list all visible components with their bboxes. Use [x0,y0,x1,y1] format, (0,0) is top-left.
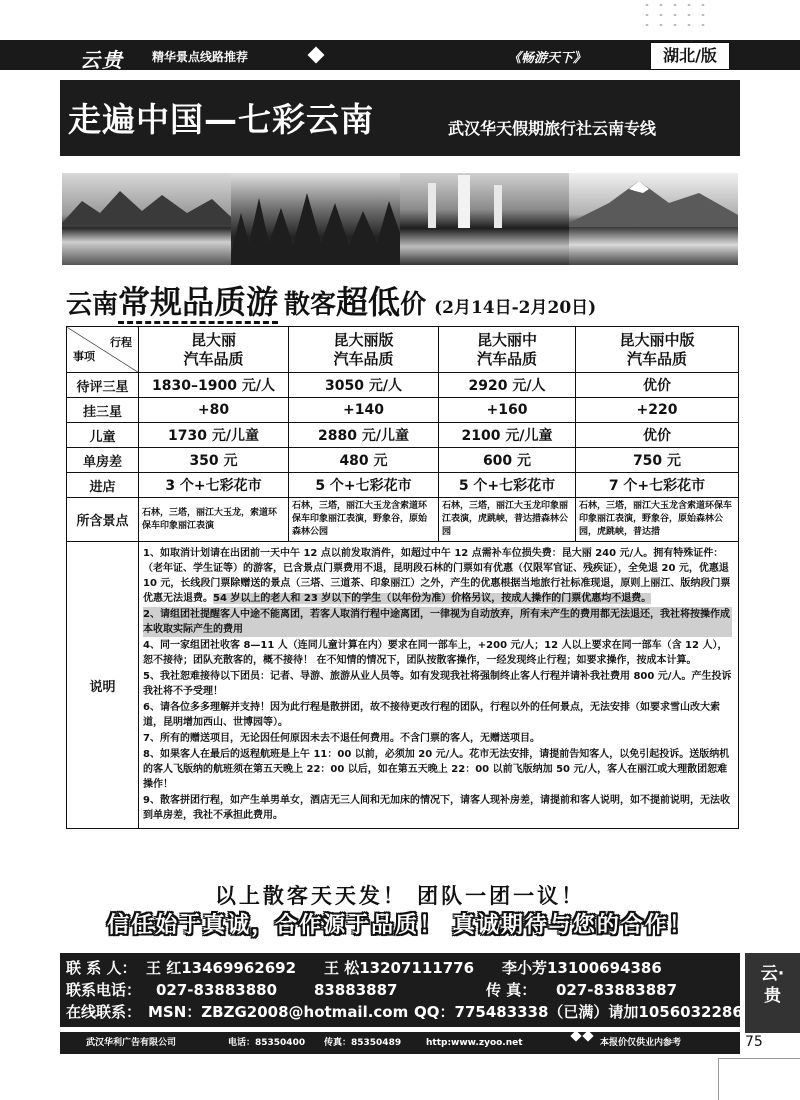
table-cell: 7 个+七彩花市 [576,473,739,498]
table-cell: 3 个+七彩花市 [139,473,289,498]
column-class: 汽车品质 [476,349,537,368]
table-cell: +140 [289,398,439,423]
contact-fax: 027-83883887 [556,981,678,999]
column-header [139,327,289,373]
corner-item-label: 事项 [73,350,95,363]
footer-tel: 电话：85350400 [228,1038,306,1048]
note-item: 4、同一家组团社收客 8—11 人（连同儿童计算在内）要求在同一部车上，+200 元/人；12 人以上要求在同一部车（含 12 人），恕不接待；团队充散客的，概不接待！ 在不知情的情况下，团队按散客操作，一经发现终止行程；如要求操作，按成本计算。 [143,640,728,666]
column-class: 汽车品质 [333,349,394,368]
table-cell: 480 元 [289,448,439,473]
note-item [143,546,732,606]
decorative-dots [640,0,710,34]
footer-note: 本报价仅供业内参考 [600,1038,682,1048]
notes-row [67,542,739,829]
corner-cell [67,327,139,373]
brand-logo: 云贵 [80,48,124,72]
promo-region: 云南 [66,290,119,320]
agency-name: 武汉华天假期旅行社云南专线 [448,119,657,138]
contact-phone: 027-83883880 [156,981,278,999]
contact-fax-label: 传 真： [486,981,537,999]
footer-company: 武汉华利广告有限公司 [86,1038,177,1048]
table-cell: 优价 [576,423,739,448]
column-header [576,327,739,373]
table-cell: +80 [139,398,289,423]
table-row [67,373,739,398]
footer-fax: 传真：85350489 [324,1038,402,1048]
spots-row [67,498,739,542]
table-header-row [67,327,739,373]
table-cell: 2880 元/儿童 [289,423,439,448]
edition-badge: 湖北/版 [650,42,730,70]
row-label: 进店 [67,473,139,498]
diamond-icon [308,47,325,64]
contact-person: 王 松13207111776 [324,959,475,977]
contact-msn: MSN：ZBZG2008@hotmail.com [148,1003,409,1021]
promo-dates: (2月14日-2月20日) [434,298,597,318]
promo-headline [66,277,746,321]
column-header [289,327,439,373]
table-cell: 5 个+七彩花市 [439,473,576,498]
corner-divider [718,1058,800,1059]
row-label: 说明 [67,542,139,829]
table-cell: 1730 元/儿童 [139,423,289,448]
footer-bar [60,1032,740,1054]
contact-online-label: 在线联系： [66,1003,142,1021]
note-item: 9、散客拼团行程，如产生单男单女，酒店无三人间和无加床的情况下，请客人现补房差，请提前和客人说明，如不提前说明，无法收到单房差，我社不承担此费用。 [143,795,730,821]
table-row [67,423,739,448]
column-class: 汽车品质 [183,349,244,368]
header-bar [0,40,800,70]
price-table [66,326,739,829]
contact-person: 王 红13469962692 [146,959,297,977]
promo-audience: 散客 [284,290,337,320]
contact-block [60,953,743,1027]
column-route: 昆大丽 [190,330,236,349]
row-label: 挂三星 [67,398,139,423]
note-highlight: 54 岁以上的老人和 23 岁以下的学生（以年份为准）价格另议，按成人操作的门票优惠均不退费。 [213,593,652,604]
mountain-lake-photo [62,173,231,265]
photo-strip [62,173,738,265]
column-class: 汽车品质 [626,349,687,368]
table-cell: 350 元 [139,448,289,473]
spots-cell: 石林，三塔，丽江大玉龙含索道环保车印象丽江表演，野象谷，原始森林公园 [289,498,439,542]
column-route: 昆大丽中版 [619,330,695,349]
table-row [67,448,739,473]
table-cell: 优价 [576,373,739,398]
table-cell: 600 元 [439,448,576,473]
column-route: 昆大丽中 [476,330,537,349]
contact-phone: 83883887 [314,981,398,999]
column-route: 昆大丽版 [333,330,394,349]
table-cell: +160 [439,398,576,423]
three-pagodas-photo [400,173,569,265]
header-subtitle: 精华景点线路推荐 [152,50,249,64]
contact-people-label: 联 系 人： [66,959,137,977]
note-item: 5、我社恕难接待以下团员：记者、导游、旅游从业人员等。如有发现我社将强制终止客人行程并请补我社费用 800 元/人。产生投诉我社将不予受理！ [143,671,732,697]
column-header [439,327,576,373]
promo-low: 超低 [336,283,401,321]
spots-cell: 石林，三塔，丽江大玉龙含索道环保车印象丽江表演，野象谷，原始森林公园，虎跳峡，普达措 [576,498,739,542]
table-cell: +220 [576,398,739,423]
table-cell: 1830–1900 元/人 [139,373,289,398]
promo-tour-type: 常规品质游 [118,283,278,324]
note-item: 6、请各位多多理解并支持！因为此行程是散拼团，故不接待更改行程的团队，行程以外的任何景点，无法安排（如要求雪山改大索道，昆明增加西山、世博园等）。 [143,702,720,728]
table-row [67,473,739,498]
diamond-icon [570,1030,581,1041]
snow-mountain-photo [569,173,738,265]
table-row [67,398,739,423]
note-item: 7、所有的赠送项目，无论因任何原因未去不退任何费用。不含门票的客人，无赠送项目。 [143,733,540,744]
footer-website: http:www.zyoo.net [426,1038,523,1048]
contact-person: 李小芳13100694386 [502,959,662,977]
corner-itinerary-label: 行程 [110,336,132,349]
diamond-icon [582,1030,593,1041]
note-text: 1、如取消计划请在出团前一天中午 12 点以前发取消件，如超过中午 12 点需补车位损失费：昆大丽 240 元/人。拥有特殊证件：（老年证、学生证等）的游客，已含景点门票费用不退，昆明段石林的门票如有优惠（仅限军官证、残疾证），全免退 20 元，优惠退 10 元，长线段门票除赠送的景点（三塔、三道茶、印象丽江）之外，产生的优惠根据当地旅行社标准现退，原则上丽江、版纳段门票优惠无法退费。 [143,548,731,604]
contact-phone-label: 联系电话： [66,981,142,999]
stone-forest-photo [231,173,400,265]
table-cell: 2100 元/儿童 [439,423,576,448]
spots-cell: 石林，三塔，丽江大玉龙印象丽江表演，虎跳峡，普达措森林公园 [439,498,576,542]
row-label: 待评三星 [67,373,139,398]
row-label: 单房差 [67,448,139,473]
corner-divider [718,1058,719,1100]
region-side-badge [745,953,800,1033]
table-cell: 2920 元/人 [439,373,576,398]
page-title: 走遍中国—七彩云南 [68,100,374,139]
note-item: 2、请组团社提醒客人中途不能离团，若客人取消行程中途离团，一律视为自动放弃，所有未产生的费用都无法退还，我社将按操作成本收取实际产生的费用 [143,607,732,637]
table-cell: 750 元 [576,448,739,473]
side-badge-top: 云· [760,964,785,984]
page-number: 75 [745,1034,763,1050]
notes-cell [139,542,739,829]
row-label: 儿童 [67,423,139,448]
magazine-name: 《畅游天下》 [508,51,587,66]
title-banner [60,80,740,156]
row-label: 所含景点 [67,498,139,542]
trust-slogan: 信任始于真诚，合作源于品质！ 真诚期待与您的合作！ [107,913,693,938]
promo-price-word: 价 [400,290,427,320]
note-item: 8、如果客人在最后的返程航班是上午 11：00 以前，必须加 20 元/人。花市无法安排，请提前告知客人，以免引起投诉。送版纳机的客人飞版纳的航班须在第五天晚上 22：00 以后，如在第五天晚上 22：00 以前飞版纳加 50 元/人，客人在丽江或大理散团恕难操作！ [143,749,730,790]
table-cell: 3050 元/人 [289,373,439,398]
departure-slogan: 以上散客天天发！ 团队一团一议！ [214,884,586,908]
contact-qq: QQ：775483338（已满）请加1056032286 [414,1003,743,1021]
spots-cell: 石林，三塔，丽江大玉龙，索道环保车印象丽江表演 [139,498,289,542]
side-badge-bottom: 贵 [764,986,781,1006]
table-cell: 5 个+七彩花市 [289,473,439,498]
